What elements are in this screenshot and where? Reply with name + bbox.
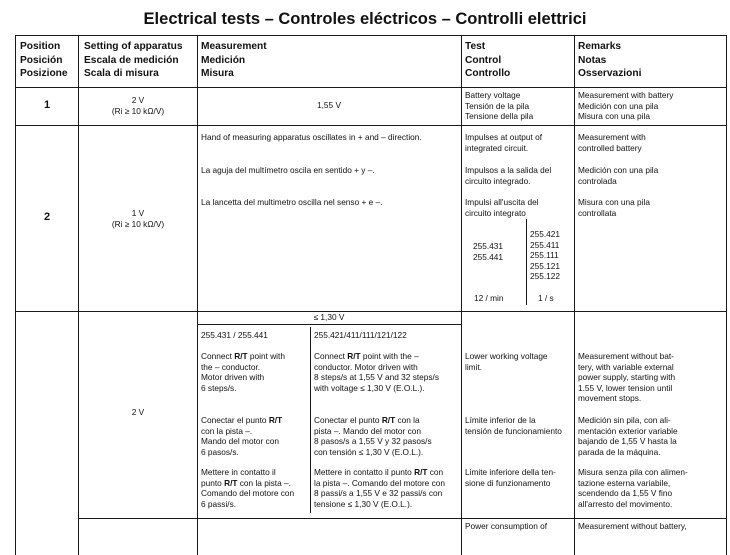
header-text: Scala di misura xyxy=(84,68,159,79)
row-divider xyxy=(78,518,727,519)
test-line: Límite inferior de la xyxy=(465,415,536,425)
header-text: Posizione xyxy=(20,68,68,79)
remark-line: all'arresto del movimento. xyxy=(578,498,673,509)
instruction-line: the – conductor. xyxy=(201,361,261,372)
motor-column-b-header: 255.421/411/111/121/122 xyxy=(314,330,407,340)
frequency-divider xyxy=(526,219,527,305)
instruction-line: 6 pasos/s. xyxy=(201,446,239,457)
remark-line: Misura senza pila con alimen- xyxy=(578,467,688,477)
frequency-list-left xyxy=(473,241,503,262)
instruction-line: con la pista –. xyxy=(201,425,253,436)
row1-remarks xyxy=(578,90,673,122)
electrical-tests-table xyxy=(15,35,728,555)
instruction-line: 8 passi/s a 1,55 V e 32 passi/s con xyxy=(314,488,443,499)
instruction-line: Conectar el punto R/T con la xyxy=(314,415,420,425)
header-text: Escala de medición xyxy=(84,54,179,66)
table-border-right xyxy=(726,35,727,555)
remark-line: power supply, starting with xyxy=(578,372,676,383)
row2-measurement-it: La lancetta del multimetro oscilla nel senso + e –. xyxy=(201,197,383,207)
caliber-number: 255.421 xyxy=(530,229,560,239)
motor-column-a-header: 255.431 / 255.441 xyxy=(201,330,268,340)
instruction-line: Comando del motore con xyxy=(201,488,295,499)
row3-remarks-es xyxy=(578,415,678,457)
caliber-number: 255.121 xyxy=(530,260,560,271)
remark-line: Medición sin pila, con ali- xyxy=(578,415,671,425)
instruction-line: 6 steps/s. xyxy=(201,382,237,393)
remark-line: Measurement with battery xyxy=(578,90,674,100)
instruction-line: pista –. Mando del motor con xyxy=(314,425,421,436)
instruction-line: Mettere in contatto il punto R/T con xyxy=(314,467,444,477)
caliber-number: 255.111 xyxy=(530,250,559,261)
setting-range: 1 V xyxy=(131,208,145,218)
row2-setting xyxy=(78,208,198,229)
instruction-line: Connect R/T point with the – xyxy=(314,351,419,361)
header-text: Test xyxy=(465,41,486,52)
frequency-unit-left: 12 / min xyxy=(474,293,504,303)
caliber-number: 255.411 xyxy=(530,239,560,250)
header-text: Measurement xyxy=(201,41,267,52)
remark-line: 1.55 V, lower tension until xyxy=(578,382,673,393)
instruction-line: punto R/T con la pista –. xyxy=(201,477,291,488)
remark-line: tazione esterna variabile, xyxy=(578,477,671,488)
header-text: Medición xyxy=(201,54,246,66)
instruction-line: Conectar el punto R/T xyxy=(201,415,283,425)
header-text: Control xyxy=(465,54,502,66)
instruction-line: con tensión ≤ 1,30 V (E.O.L.). xyxy=(314,446,424,457)
row3-test-es xyxy=(465,415,562,436)
row2-measurement-es: La aguja del multímetro oscila en sentido + y –. xyxy=(201,165,375,175)
instruction-line: conductor. Motor driven with xyxy=(314,361,418,372)
remark-line: movement stops. xyxy=(578,393,642,404)
test-line: Impulsos a la salida del xyxy=(465,165,552,175)
test-line: Impulses at output of xyxy=(465,132,543,142)
remark-line: Medición con una pila xyxy=(578,165,659,175)
row2-remarks-it xyxy=(578,197,650,218)
instruction-line: tensione ≤ 1,30 V (E.O.L.). xyxy=(314,498,413,509)
row1-setting xyxy=(78,95,198,116)
remark-line: Measurement with xyxy=(578,132,646,142)
header-text: Posición xyxy=(20,54,63,66)
header-divider xyxy=(15,87,727,88)
instruction-line: with voltage ≤ 1,30 V (E.O.L.). xyxy=(314,382,425,393)
instruction-line: 8 pasos/s a 1,55 V y 32 pasos/s xyxy=(314,436,432,447)
setting-resistance: (Ri ≥ 10 kΩ/V) xyxy=(111,218,165,229)
row1-test xyxy=(465,90,533,122)
row3-test-it xyxy=(465,467,556,488)
test-line: circuito integrato xyxy=(465,207,526,218)
instruction-line: 6 passi/s. xyxy=(201,498,237,509)
remark-line: bajando de 1,55 V hasta la xyxy=(578,436,677,447)
column-divider xyxy=(461,35,462,555)
row2-test-es xyxy=(465,165,551,186)
caliber-number: 255.122 xyxy=(530,271,560,282)
test-line: Limite inferiore della ten- xyxy=(465,467,556,477)
row2-remarks-en xyxy=(578,132,646,153)
row2-position: 2 xyxy=(43,211,51,223)
caliber-number: 255.431 xyxy=(473,241,503,251)
page-title: Electrical tests – Controles eléctricos – Controlli elettrici xyxy=(143,10,587,28)
test-line: limit. xyxy=(465,361,483,372)
caliber-number: 255.441 xyxy=(473,251,503,262)
test-line: tensión de funcionamiento xyxy=(465,425,562,436)
test-line: Tensione della pila xyxy=(465,111,534,122)
remark-line: controlled battery xyxy=(578,142,642,153)
column-divider xyxy=(574,35,575,555)
row3-remarks-it xyxy=(578,467,688,509)
test-line: Impulsi all'uscita del xyxy=(465,197,539,207)
remark-line: controlada xyxy=(578,175,617,186)
remark-line: controllata xyxy=(578,207,617,218)
instruction-line: Mettere in contatto il xyxy=(201,467,276,477)
header-remarks xyxy=(578,40,641,81)
test-line: integrated circuit. xyxy=(465,142,529,153)
table-border-top xyxy=(15,35,727,36)
instruction-line: 8 steps/s at 1,55 V and 32 steps/s xyxy=(314,372,439,383)
row2-test-en xyxy=(465,132,542,153)
motor-column-a-it xyxy=(201,467,294,509)
remark-line: mentación exterior variable xyxy=(578,425,678,436)
table-border-left xyxy=(15,35,16,555)
remark-line: scendendo da 1,55 V fino xyxy=(578,488,673,499)
header-measurement xyxy=(201,40,267,81)
motor-column-b-it xyxy=(314,467,445,509)
header-test xyxy=(465,40,510,81)
setting-resistance: (Ri ≥ 10 kΩ/V) xyxy=(111,105,165,116)
motor-column-b-en xyxy=(314,351,439,393)
header-text: Misura xyxy=(201,68,234,79)
header-text: Notas xyxy=(578,54,607,66)
remark-line: Misura con una pila xyxy=(578,197,650,207)
row4-test: Power consumption of xyxy=(465,521,548,531)
instruction-line: Mando del motor con xyxy=(201,436,279,447)
row2-measurement-en: Hand of measuring apparatus oscillates in + and – direction. xyxy=(201,132,422,142)
row3-setting: 2 V xyxy=(131,407,145,417)
header-setting xyxy=(84,40,183,81)
row-divider xyxy=(15,125,727,126)
remark-line: parada de la máquina. xyxy=(578,446,661,457)
motor-column-b-es xyxy=(314,415,432,457)
header-text: Remarks xyxy=(578,41,622,52)
setting-range: 2 V xyxy=(131,95,145,105)
test-line: Lower working voltage xyxy=(465,351,548,361)
motor-columns-divider xyxy=(310,327,311,513)
row1-measurement: 1,55 V xyxy=(317,100,341,110)
header-text: Position xyxy=(20,41,61,52)
instruction-line: Connect R/T point with xyxy=(201,351,285,361)
remark-line: Misura con una pila xyxy=(578,111,650,122)
header-position xyxy=(20,40,68,81)
row3-remarks-en xyxy=(578,351,675,404)
row2-remarks-es xyxy=(578,165,658,186)
remark-line: Measurement without bat- xyxy=(578,351,674,361)
frequency-unit-right: 1 / s xyxy=(538,293,554,303)
row4-remarks: Measurement without battery, xyxy=(578,521,687,531)
motor-column-a-en xyxy=(201,351,285,393)
instruction-line: la pista –. Comando del motore con xyxy=(314,477,445,488)
header-text: Osservazioni xyxy=(578,68,642,79)
motor-column-a-es xyxy=(201,415,282,457)
frequency-list-right xyxy=(530,229,560,282)
test-line: sione di funzionamento xyxy=(465,477,551,488)
row3-limit: ≤ 1,30 V xyxy=(313,312,345,322)
row1-position: 1 xyxy=(43,99,51,111)
header-text: Setting of apparatus xyxy=(84,41,183,52)
remark-line: tery, with variable external xyxy=(578,361,674,372)
instruction-line: Motor driven with xyxy=(201,372,265,383)
test-line: circuito integrado. xyxy=(465,175,531,186)
row2-test-it xyxy=(465,197,539,218)
row3-test-en xyxy=(465,351,548,372)
limit-divider xyxy=(197,324,461,325)
remark-line: Medición con una pila xyxy=(578,100,659,111)
test-line: Battery voltage xyxy=(465,90,521,100)
test-line: Tensión de la pila xyxy=(465,100,530,111)
header-text: Controllo xyxy=(465,68,511,79)
